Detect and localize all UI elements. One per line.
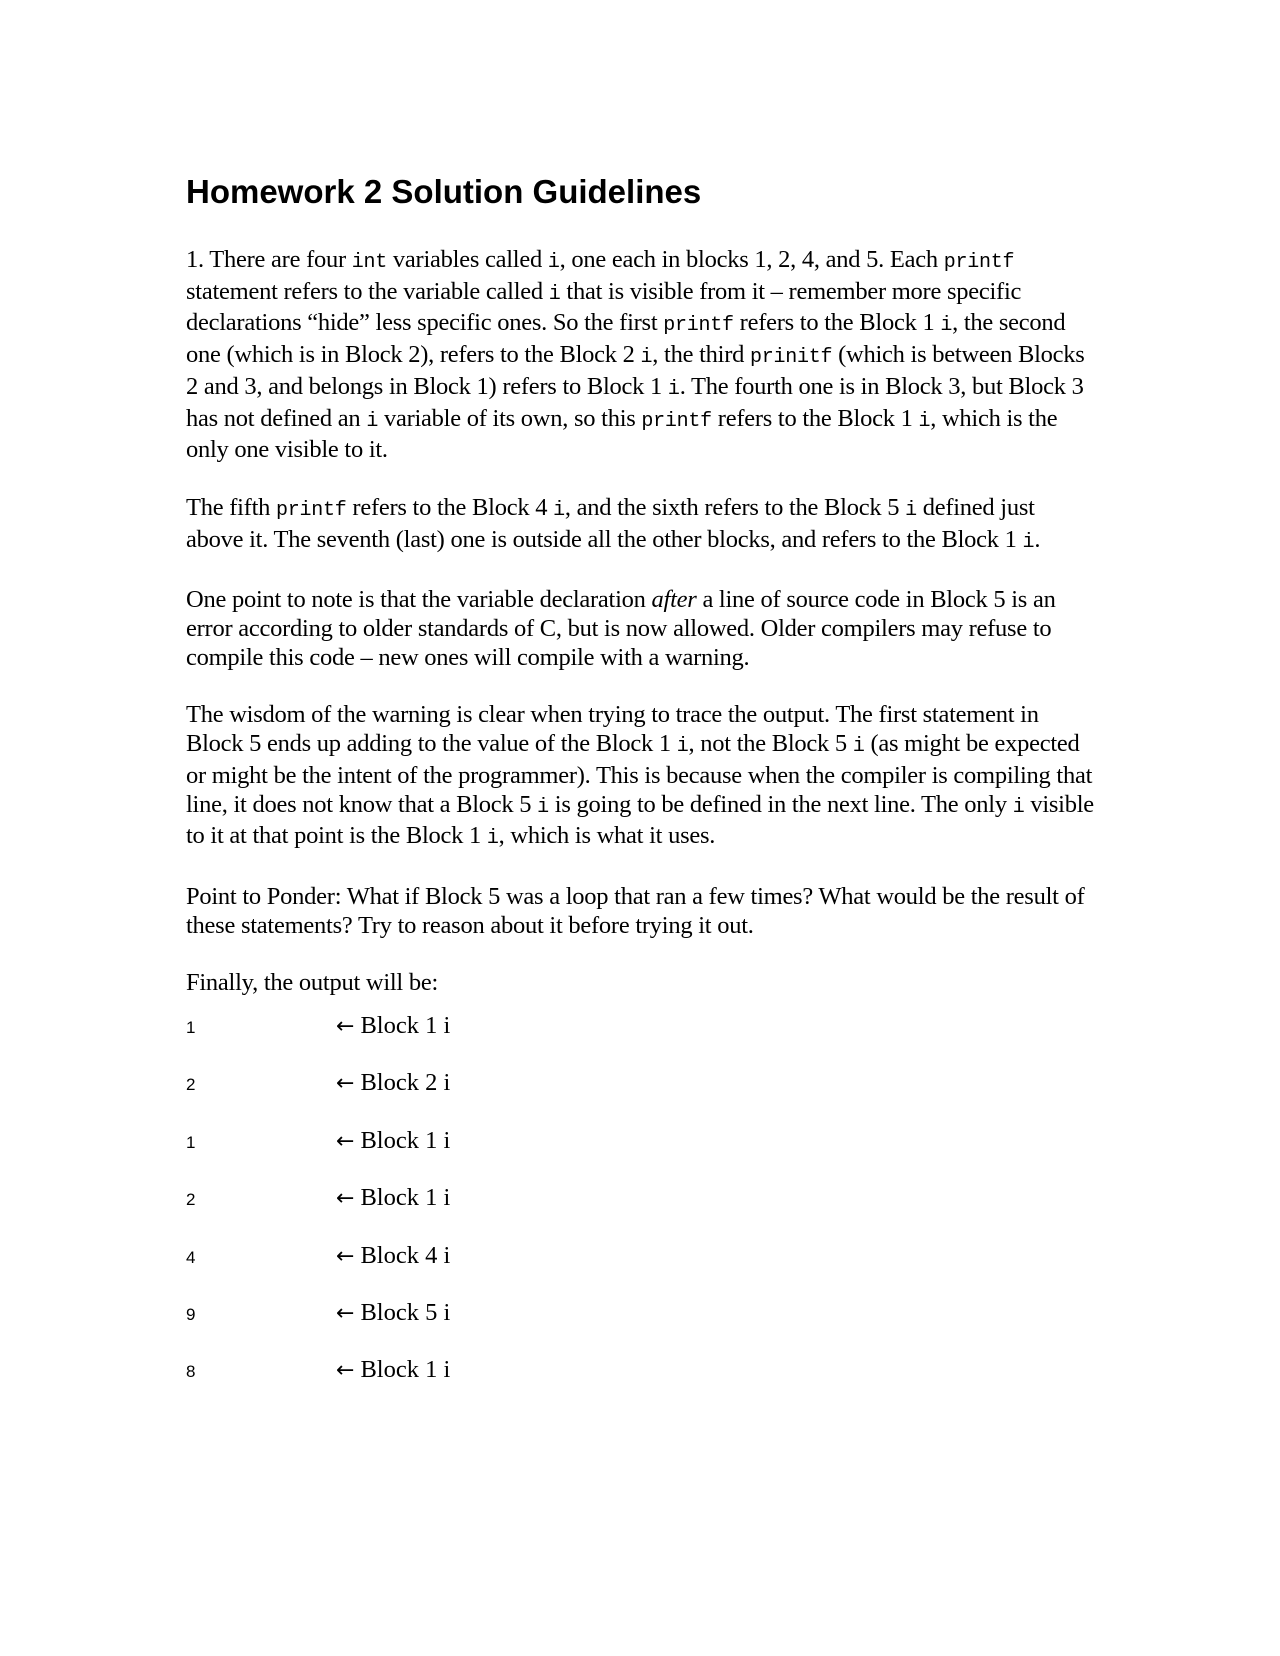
- output-value: 4: [186, 1247, 196, 1267]
- code-i: i: [667, 377, 680, 401]
- paragraph-5: Point to Ponder: What if Block 5 was a loop that ran a few times? What would be the result of these statements? Try to reason about it before trying it out.: [186, 882, 1085, 939]
- text: The fifth: [186, 493, 277, 521]
- page-title: Homework 2 Solution Guidelines: [186, 173, 702, 210]
- left-arrow-icon: ←: [336, 1128, 355, 1154]
- code-i: i: [640, 346, 653, 370]
- output-note: [336, 1184, 450, 1212]
- text: . The fourth one is in Block 3, but Block 3 has not defined an: [186, 372, 1084, 432]
- emphasis-after: after: [651, 586, 697, 614]
- paragraph-2: [186, 494, 1096, 557]
- text: variables called: [387, 246, 548, 273]
- code-printf: printf: [943, 251, 1015, 274]
- paragraph-6: Finally, the output will be:: [186, 969, 439, 997]
- output-list: [186, 1012, 1096, 1414]
- output-row: [186, 1299, 1096, 1356]
- code-i: i: [940, 314, 953, 338]
- left-arrow-icon: ←: [336, 1243, 355, 1269]
- code-i: i: [366, 409, 379, 433]
- left-arrow-icon: ←: [336, 1186, 355, 1212]
- text: refers to the Block 4: [346, 493, 554, 521]
- text: , the third: [652, 341, 750, 369]
- output-note-text: Block 1 i: [360, 1126, 451, 1154]
- text: One point to note is that the variable declaration: [186, 586, 652, 614]
- output-note: [336, 1012, 450, 1040]
- output-row: [186, 1012, 1096, 1069]
- text: , not the Block 5: [688, 730, 853, 758]
- output-note-text: Block 1 i: [360, 1356, 451, 1384]
- text: (as might be expected or might be the intent of the programmer). This is because when the compiler is compiling that line, it does not know that a Block 5: [186, 730, 1093, 818]
- code-printf: printf: [663, 314, 734, 338]
- code-printf: prinitf: [750, 346, 833, 370]
- output-note: [336, 1242, 450, 1270]
- text: 1. There are four: [186, 246, 352, 273]
- output-value: 2: [186, 1075, 196, 1095]
- left-arrow-icon: ←: [336, 1358, 355, 1384]
- output-note-text: Block 1 i: [360, 1184, 451, 1212]
- left-arrow-icon: ←: [336, 1071, 355, 1097]
- code-printf: printf: [276, 498, 347, 522]
- code-i: i: [537, 795, 549, 819]
- code-i: i: [548, 282, 561, 306]
- document-body: [186, 172, 1096, 1414]
- output-value: 1: [186, 1132, 196, 1152]
- paragraph-1: [186, 246, 1096, 465]
- text: refers to the Block 1: [733, 309, 941, 337]
- left-arrow-icon: ←: [336, 1014, 355, 1040]
- output-value: 8: [186, 1362, 196, 1382]
- output-value: 1: [186, 1018, 196, 1038]
- text: .: [1034, 525, 1041, 553]
- text: , the second one (which is in Block 2), refers to the Block 2: [186, 309, 1066, 369]
- output-note-text: Block 4 i: [360, 1241, 451, 1269]
- text: (which is between Blocks 2 and 3, and belongs in Block 1) refers to Block 1: [186, 341, 1085, 400]
- text: , which is the only one visible to it.: [186, 404, 1058, 464]
- text: refers to the Block 1: [711, 404, 919, 432]
- code-i: i: [676, 735, 689, 759]
- output-note: [336, 1069, 450, 1097]
- text: The wisdom of the warning is clear when trying to trace the output. The first statement in Block 5 ends up adding to the value of the Block 1: [186, 701, 1039, 758]
- output-row: [186, 1356, 1096, 1413]
- output-note-text: Block 1 i: [360, 1012, 451, 1040]
- text: a line of source code in Block 5 is an error according to older standards of C, but is now allowed. Older compilers may refuse to compile this code – new ones will compile with a warning.: [186, 586, 1056, 671]
- text: statement refers to the variable called: [186, 277, 549, 305]
- paragraph-4: [186, 701, 1096, 854]
- code-i: i: [918, 409, 931, 433]
- output-row: [186, 1069, 1096, 1126]
- code-i: i: [547, 251, 560, 274]
- code-printf: printf: [641, 409, 712, 433]
- text: visible to it at that point is the Block 1: [186, 790, 1094, 850]
- output-note: [336, 1127, 450, 1155]
- code-int: int: [351, 251, 388, 274]
- left-arrow-icon: ←: [336, 1301, 355, 1327]
- code-i: i: [553, 498, 565, 522]
- code-i: i: [486, 827, 499, 851]
- output-value: 2: [186, 1190, 196, 1210]
- output-note: [336, 1356, 450, 1384]
- text: variable of its own, so this: [378, 404, 642, 432]
- text: that is visible from it – remember more specific declarations “hide” less specific ones. So the first: [186, 277, 1022, 337]
- output-note-text: Block 5 i: [360, 1299, 451, 1327]
- output-row: [186, 1242, 1096, 1299]
- code-i: i: [852, 735, 865, 759]
- output-row: [186, 1184, 1096, 1241]
- text: is going to be defined in the next line. The only: [548, 790, 1013, 818]
- text: defined just above it. The seventh (last) one is outside all the other blocks, and refers to the Block 1: [186, 493, 1035, 553]
- code-i: i: [1022, 530, 1035, 554]
- text: , and the sixth refers to the Block 5: [564, 493, 906, 521]
- text: , which is what it uses.: [498, 822, 716, 850]
- output-value: 9: [186, 1305, 196, 1325]
- output-row: [186, 1127, 1096, 1184]
- code-i: i: [905, 498, 917, 522]
- output-note-text: Block 2 i: [360, 1069, 451, 1097]
- code-i: i: [1012, 795, 1025, 819]
- paragraph-3: [186, 586, 1096, 672]
- output-note: [336, 1299, 450, 1327]
- text: , one each in blocks 1, 2, 4, and 5. Each: [559, 246, 944, 273]
